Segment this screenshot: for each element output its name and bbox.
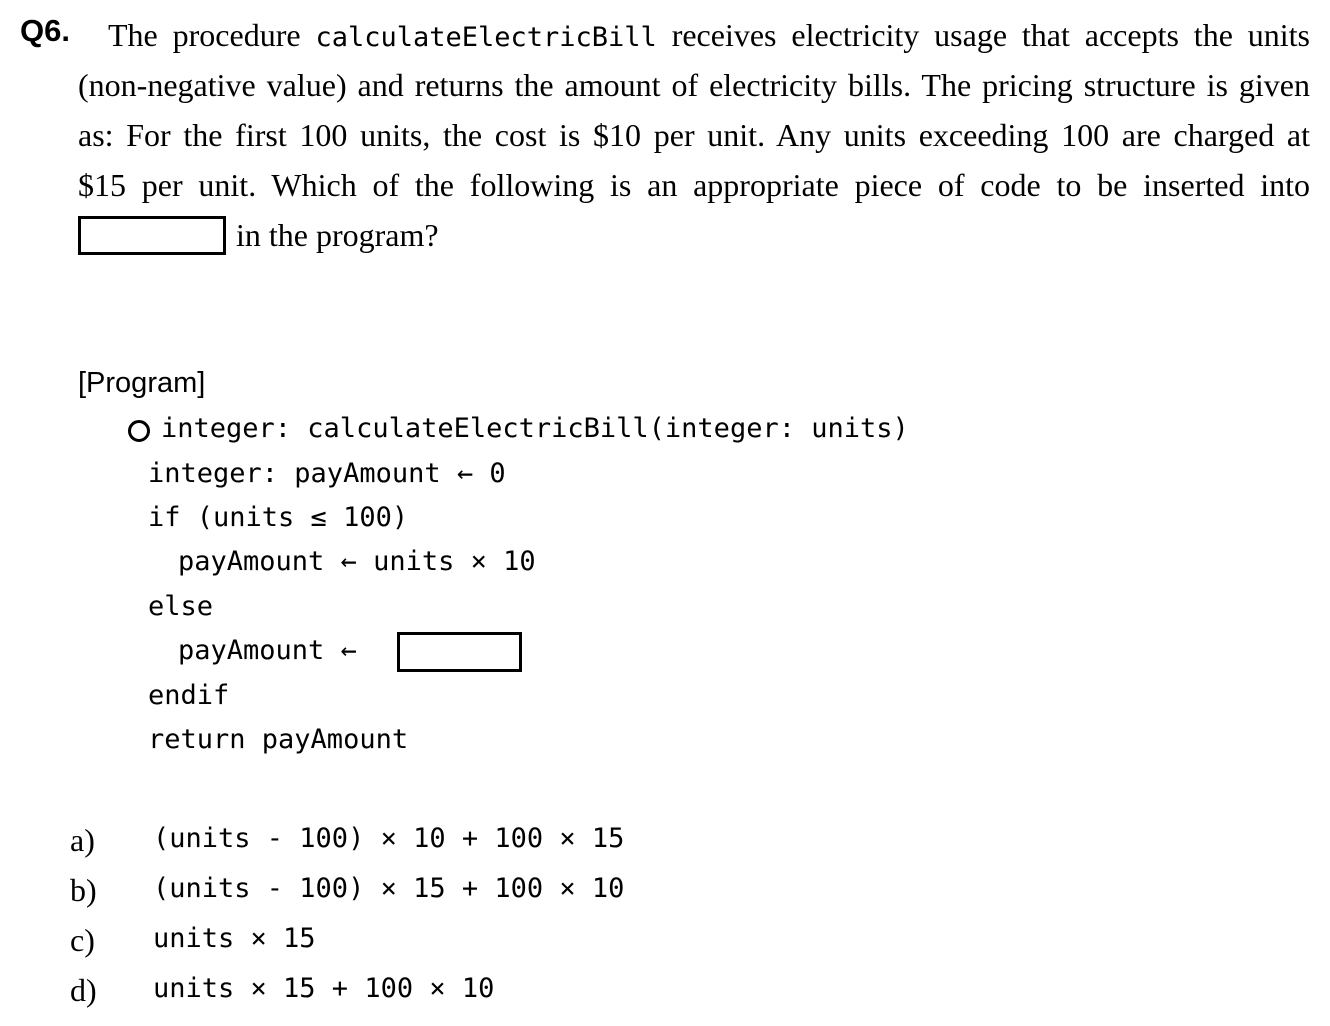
code-line-declare: integer: payAmount ← 0 [148, 458, 506, 489]
code-line-if: if (units ≤ 100) [148, 502, 409, 533]
question-line-5: in the program? [236, 217, 439, 253]
program-header: integer: calculateElectricBill(integer: units) [161, 413, 909, 444]
question-text-1a: The procedure [108, 17, 316, 53]
option-a-letter: a) [70, 822, 95, 858]
question-blank-box [78, 216, 226, 255]
code-line-then: payAmount ← units × 10 [178, 546, 536, 577]
code-line-else: else [148, 591, 214, 622]
code-line-endif: endif [148, 680, 230, 711]
question-line-4: $15 per unit. Which of the following is an appropriate piece of code to be inserted into [78, 167, 1310, 203]
question-line-2: (non-negative value) and returns the amount of electricity bills. The pricing structure is given [78, 67, 1310, 103]
question-line-1 [108, 15, 1310, 58]
option-a-code: (units - 100) × 10 + 100 × 15 [153, 823, 625, 854]
procedure-name: calculateElectricBill [315, 22, 657, 53]
program-blank-box [397, 632, 522, 672]
program-label: [Program] [78, 367, 206, 399]
option-b-letter: b) [70, 872, 97, 908]
question-line-3: as: For the first 100 units, the cost is $10 per unit. Any units exceeding 100 are charged at [78, 117, 1310, 153]
option-b-code: (units - 100) × 15 + 100 × 10 [153, 873, 625, 904]
code-line-return: return payAmount [148, 724, 409, 755]
option-c-code: units × 15 [153, 923, 316, 954]
procedure-start-circle [128, 420, 150, 442]
question-number: Q6. [20, 13, 70, 48]
option-d-letter: d) [70, 972, 97, 1008]
option-c-letter: c) [70, 922, 95, 958]
option-d-code: units × 15 + 100 × 10 [153, 973, 495, 1004]
code-line-else-assign: payAmount ← [178, 635, 357, 666]
question-text-1b: receives electricity usage that accepts the units [656, 17, 1311, 53]
